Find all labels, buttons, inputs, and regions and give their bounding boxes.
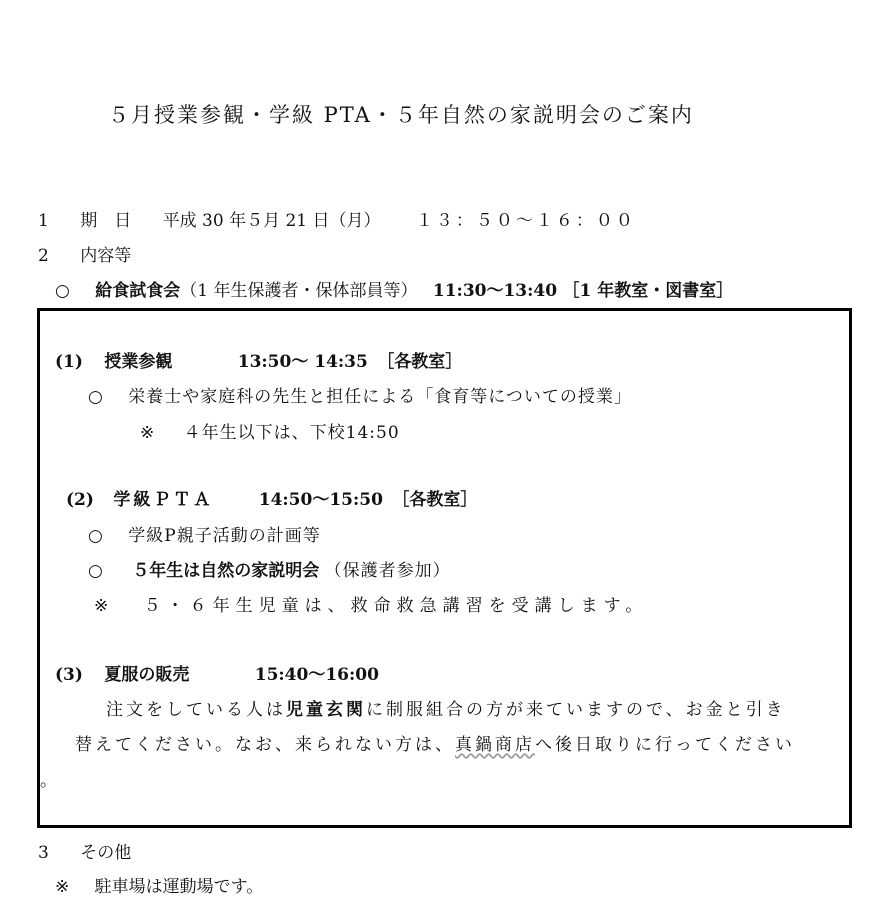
date-row-label: 期 日 bbox=[80, 211, 132, 231]
lunch-participants: （1 年生保護者・保体部員等） bbox=[180, 281, 418, 301]
section2-item1 bbox=[88, 525, 321, 547]
page-title: ５月授業参観・学級 PTA・５年自然の家説明会のご案内 bbox=[108, 103, 694, 127]
section3-text: に制服組合の方が来ていますので、お金と引き bbox=[366, 700, 786, 720]
note-mark: ※ bbox=[140, 423, 155, 443]
section1-item-text: 栄養士や家庭科の先生と担任による「食育等についての授業」 bbox=[128, 387, 632, 407]
section2-heading bbox=[66, 489, 477, 511]
bullet-circle: ○ bbox=[55, 281, 70, 301]
content-row-label: 内容等 bbox=[80, 246, 132, 266]
note-mark: ※ bbox=[94, 596, 109, 616]
section1-time: 13:50～ 14:35 bbox=[237, 352, 368, 372]
section3-text: へ後日取りに行ってください bbox=[535, 735, 795, 755]
section2-note bbox=[94, 595, 648, 617]
section3-title: 夏服の販売 bbox=[104, 665, 190, 685]
section2-place: ［各教室］ bbox=[392, 490, 478, 510]
other-row bbox=[38, 842, 131, 864]
section3-text: 替えてください。なお、来られない方は、 bbox=[75, 735, 455, 755]
bullet-circle: ○ bbox=[88, 561, 103, 581]
section1-place: ［各教室］ bbox=[377, 352, 463, 372]
other-note-text: 駐車場は運動場です。 bbox=[94, 877, 264, 897]
time-value: １３：５０～１６：００ bbox=[415, 211, 636, 231]
other-note bbox=[55, 876, 263, 898]
section1-title: 授業参観 bbox=[104, 352, 173, 372]
other-row-label: その他 bbox=[80, 843, 132, 863]
section2-item2-title: ５年生は自然の家説明会 bbox=[132, 561, 320, 581]
lunch-time: 11:30～13:40 bbox=[432, 281, 558, 301]
section2-note-text: ５・６年生児童は、救命救急講習を受講します。 bbox=[143, 596, 649, 616]
section3-line2 bbox=[75, 734, 795, 756]
section2-number: (2) bbox=[66, 490, 94, 510]
section2-title: 学級ＰＴＡ bbox=[113, 490, 214, 510]
content-row bbox=[38, 245, 131, 267]
lunch-tasting-item bbox=[55, 280, 733, 302]
section2-item2 bbox=[88, 560, 451, 582]
content-row-number: 2 bbox=[38, 246, 49, 266]
section1-note-text: ４年生以下は、下校14:50 bbox=[183, 423, 400, 443]
section3-number: (3) bbox=[55, 665, 83, 685]
lunch-title: 給食試食会 bbox=[95, 281, 181, 301]
date-row bbox=[38, 210, 636, 232]
section3-line3 bbox=[40, 770, 57, 792]
section2-item2-paren: （保護者参加） bbox=[324, 561, 451, 581]
section3-period: 。 bbox=[40, 771, 57, 791]
bullet-circle: ○ bbox=[88, 526, 103, 546]
section1-note bbox=[140, 422, 400, 444]
bullet-circle: ○ bbox=[88, 387, 103, 407]
section3-line1 bbox=[106, 699, 786, 721]
section2-item1-text: 学級P親子活動の計画等 bbox=[128, 526, 321, 546]
lunch-place: ［1 年教室・図書室］ bbox=[562, 281, 734, 301]
section3-emph-entrance: 児童玄関 bbox=[286, 700, 366, 720]
section3-heading bbox=[55, 664, 379, 686]
date-row-number: 1 bbox=[38, 211, 49, 231]
section1-heading bbox=[55, 351, 462, 373]
section1-item bbox=[88, 386, 632, 408]
section3-text: 注文をしている人は bbox=[106, 700, 286, 720]
other-row-number: 3 bbox=[38, 843, 49, 863]
section2-time: 14:50～15:50 bbox=[258, 490, 383, 510]
section3-time: 15:40～16:00 bbox=[254, 665, 379, 685]
section3-shop-name: 真鍋商店 bbox=[455, 735, 535, 755]
note-mark: ※ bbox=[55, 877, 70, 897]
section1-number: (1) bbox=[55, 352, 83, 372]
date-value: 平成 30 年５月 21 日（月） bbox=[162, 211, 381, 231]
